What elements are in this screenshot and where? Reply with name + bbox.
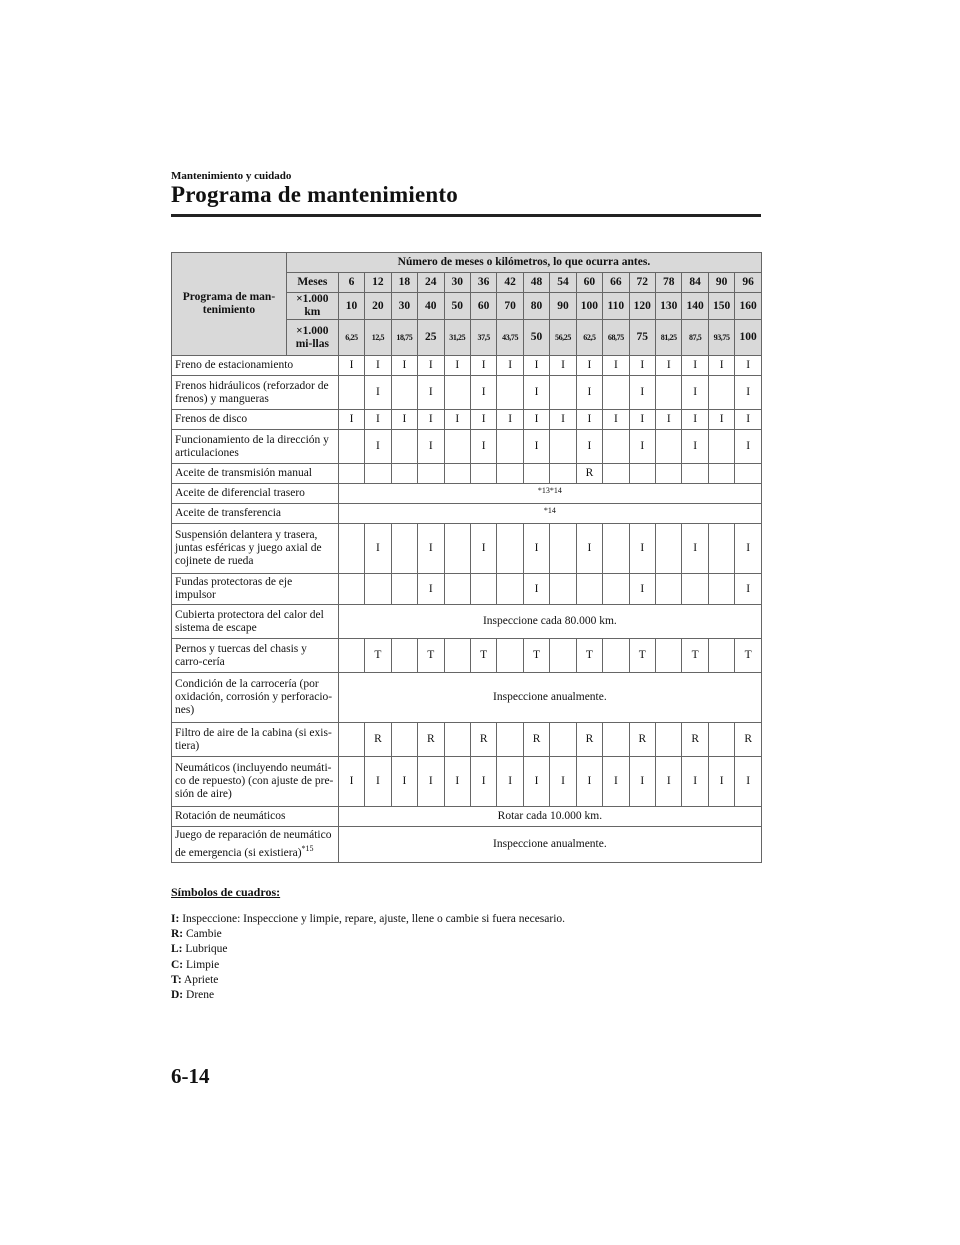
row-item-label	[172, 524, 339, 574]
schedule-cell: I	[656, 757, 682, 807]
months-cell: 48	[523, 273, 549, 293]
schedule-cell: T	[629, 639, 655, 673]
schedule-cell	[470, 574, 496, 605]
schedule-cell	[603, 524, 629, 574]
miles-cell: 87,5	[682, 320, 708, 356]
schedule-cell: T	[523, 639, 549, 673]
schedule-cell: I	[708, 757, 734, 807]
schedule-cell: I	[418, 410, 444, 430]
schedule-cell: I	[629, 410, 655, 430]
schedule-cell: I	[497, 410, 523, 430]
schedule-cell: I	[497, 356, 523, 376]
km-cell: 80	[523, 293, 549, 320]
row-item-label	[172, 356, 339, 376]
schedule-cell: I	[338, 410, 364, 430]
months-cell: 18	[391, 273, 417, 293]
schedule-cell: R	[735, 723, 762, 757]
km-cell: 70	[497, 293, 523, 320]
schedule-cell: I	[708, 356, 734, 376]
km-cell: 60	[470, 293, 496, 320]
legend-item	[171, 912, 565, 927]
row-item-label	[172, 723, 339, 757]
schedule-cell	[629, 464, 655, 484]
legend-text: Limpie	[186, 958, 220, 971]
schedule-cell: I	[444, 410, 470, 430]
schedule-cell	[735, 464, 762, 484]
schedule-cell	[497, 376, 523, 410]
row-item-label	[172, 484, 339, 504]
schedule-cell	[708, 639, 734, 673]
months-cell: 72	[629, 273, 655, 293]
km-cell: 130	[656, 293, 682, 320]
schedule-cell	[391, 574, 417, 605]
row-item-label	[172, 807, 339, 827]
schedule-cell: I	[523, 524, 549, 574]
schedule-cell: I	[576, 410, 602, 430]
miles-cell: 68,75	[603, 320, 629, 356]
schedule-cell	[418, 464, 444, 484]
schedule-cell: I	[603, 757, 629, 807]
span-cell	[338, 484, 761, 504]
table-row	[172, 484, 762, 504]
schedule-cell: R	[418, 723, 444, 757]
legend-item	[171, 942, 565, 957]
schedule-cell	[603, 376, 629, 410]
legend-text: Inspeccione: Inspeccione y limpie, repare, ajuste, llene o cambie si fuera necesario.	[182, 913, 566, 925]
row-item-text: Pernos y tuercas del chasis y carro-cería	[175, 642, 307, 668]
schedule-cell	[550, 574, 576, 605]
schedule-cell	[708, 376, 734, 410]
schedule-cell	[603, 430, 629, 464]
table-row	[172, 757, 762, 807]
schedule-cell: I	[550, 410, 576, 430]
schedule-cell	[603, 464, 629, 484]
schedule-cell: I	[470, 524, 496, 574]
schedule-cell	[656, 376, 682, 410]
schedule-cell	[708, 464, 734, 484]
table-row	[172, 639, 762, 673]
schedule-cell: I	[338, 356, 364, 376]
row-item-text: Aceite de diferencial trasero	[175, 487, 305, 499]
miles-cell: 37,5	[470, 320, 496, 356]
table-row	[172, 464, 762, 484]
row-item-label	[172, 464, 339, 484]
schedule-cell	[444, 723, 470, 757]
schedule-cell: I	[656, 356, 682, 376]
schedule-cell: I	[497, 757, 523, 807]
schedule-cell: I	[735, 524, 762, 574]
schedule-cell	[391, 430, 417, 464]
schedule-cell	[550, 430, 576, 464]
row-item-text: Funcionamiento de la dirección y articulaciones	[175, 433, 329, 459]
km-cell: 160	[735, 293, 762, 320]
schedule-cell	[708, 524, 734, 574]
schedule-cell: I	[629, 356, 655, 376]
schedule-cell	[338, 723, 364, 757]
schedule-cell	[444, 574, 470, 605]
row-item-text: Condición de la carrocería (por oxidación, corrosión y perforacio-nes)	[175, 678, 333, 716]
schedule-cell: I	[603, 410, 629, 430]
miles-cell: 93,75	[708, 320, 734, 356]
schedule-cell: I	[682, 376, 708, 410]
schedule-cell	[550, 376, 576, 410]
schedule-cell: I	[365, 430, 391, 464]
schedule-cell: I	[470, 430, 496, 464]
legend-text: Cambie	[186, 928, 222, 941]
km-cell: 150	[708, 293, 734, 320]
legend-item	[171, 988, 565, 1003]
page-number: 6-14	[171, 1064, 210, 1088]
miles-cell: 56,25	[550, 320, 576, 356]
km-cell: 120	[629, 293, 655, 320]
months-cell: 42	[497, 273, 523, 293]
schedule-cell: I	[391, 410, 417, 430]
schedule-cell	[497, 723, 523, 757]
km-cell: 40	[418, 293, 444, 320]
schedule-cell: T	[576, 639, 602, 673]
schedule-cell: I	[523, 757, 549, 807]
schedule-cell: I	[603, 356, 629, 376]
row-item-text: Aceite de transmisión manual	[175, 467, 313, 479]
schedule-cell: T	[418, 639, 444, 673]
schedule-cell	[656, 723, 682, 757]
schedule-cell: I	[629, 574, 655, 605]
row-item-label	[172, 673, 339, 723]
schedule-cell	[338, 639, 364, 673]
row-item-text: Frenos hidráulicos (reforzador de frenos) y mangueras	[175, 379, 329, 405]
schedule-cell	[497, 430, 523, 464]
schedule-cell	[656, 464, 682, 484]
months-cell: 30	[444, 273, 470, 293]
footnote-ref: *15	[301, 844, 314, 854]
months-cell: 54	[550, 273, 576, 293]
schedule-cell: I	[735, 574, 762, 605]
schedule-cell: I	[523, 574, 549, 605]
schedule-cell	[444, 524, 470, 574]
legend-item	[171, 927, 565, 942]
legend-key: I:	[171, 913, 180, 925]
schedule-cell: R	[470, 723, 496, 757]
span-cell: Inspeccione cada 80.000 km.	[338, 605, 761, 639]
schedule-cell: I	[656, 410, 682, 430]
miles-cell: 50	[523, 320, 549, 356]
table-row	[172, 827, 762, 863]
miles-cell: 12,5	[365, 320, 391, 356]
row-item-text: Suspensión delantera y trasera, juntas esféricas y juego axial de cojinete de rueda	[175, 529, 322, 567]
schedule-cell: I	[550, 356, 576, 376]
schedule-cell: I	[682, 410, 708, 430]
table-row	[172, 376, 762, 410]
legend-key: L:	[171, 943, 183, 956]
schedule-cell: I	[523, 376, 549, 410]
table-row	[172, 356, 762, 376]
footnote-ref: *13*14	[537, 486, 562, 495]
row-item-label	[172, 410, 339, 430]
legend-text: Lubrique	[185, 943, 228, 956]
schedule-cell: I	[576, 757, 602, 807]
schedule-cell	[338, 524, 364, 574]
schedule-cell: I	[444, 757, 470, 807]
schedule-cell: I	[365, 376, 391, 410]
schedule-cell: T	[735, 639, 762, 673]
table-row	[172, 410, 762, 430]
schedule-cell: I	[470, 376, 496, 410]
row-item-label	[172, 574, 339, 605]
schedule-cell: I	[576, 356, 602, 376]
schedule-cell	[497, 524, 523, 574]
months-cell: 24	[418, 273, 444, 293]
miles-cell: 31,25	[444, 320, 470, 356]
miles-cell: 62,5	[576, 320, 602, 356]
schedule-cell: I	[735, 430, 762, 464]
row-item-label	[172, 757, 339, 807]
schedule-cell	[708, 574, 734, 605]
schedule-cell: I	[418, 757, 444, 807]
schedule-cell	[682, 574, 708, 605]
schedule-cell	[497, 574, 523, 605]
miles-cell: 81,25	[656, 320, 682, 356]
legend-item	[171, 958, 565, 973]
miles-cell: 6,25	[338, 320, 364, 356]
months-cell: 96	[735, 273, 762, 293]
schedule-cell: I	[418, 574, 444, 605]
schedule-cell	[656, 574, 682, 605]
schedule-cell: T	[470, 639, 496, 673]
row-item-label	[172, 605, 339, 639]
schedule-cell	[523, 464, 549, 484]
row-item-label	[172, 639, 339, 673]
row-item-text: Aceite de transferencia	[175, 507, 281, 519]
schedule-cell	[391, 639, 417, 673]
span-cell: Inspeccione anualmente.	[338, 827, 761, 863]
months-cell: 78	[656, 273, 682, 293]
schedule-cell: R	[576, 723, 602, 757]
schedule-cell: I	[444, 356, 470, 376]
schedule-cell: I	[576, 376, 602, 410]
legend-text: Apriete	[183, 973, 219, 986]
schedule-cell	[550, 639, 576, 673]
miles-cell: 18,75	[391, 320, 417, 356]
schedule-cell	[338, 574, 364, 605]
schedule-cell	[656, 430, 682, 464]
legend-key: T:	[171, 973, 182, 986]
schedule-cell	[603, 574, 629, 605]
km-cell: 140	[682, 293, 708, 320]
schedule-cell: I	[365, 356, 391, 376]
schedule-cell: I	[629, 376, 655, 410]
top-header: Número de meses o kilómetros, lo que ocurra antes.	[286, 253, 761, 273]
miles-cell: 75	[629, 320, 655, 356]
table-row	[172, 430, 762, 464]
table-row	[172, 723, 762, 757]
schedule-cell: I	[735, 376, 762, 410]
schedule-cell: R	[629, 723, 655, 757]
schedule-cell	[365, 574, 391, 605]
schedule-cell	[550, 464, 576, 484]
schedule-cell: T	[682, 639, 708, 673]
schedule-cell	[391, 723, 417, 757]
legend-key: R:	[171, 928, 184, 941]
schedule-cell	[682, 464, 708, 484]
schedule-cell	[444, 430, 470, 464]
months-cell: 60	[576, 273, 602, 293]
schedule-cell: I	[550, 757, 576, 807]
schedule-cell	[338, 376, 364, 410]
schedule-cell	[391, 464, 417, 484]
schedule-cell: T	[365, 639, 391, 673]
km-cell: 20	[365, 293, 391, 320]
legend-key: C:	[171, 958, 184, 971]
schedule-cell: I	[523, 430, 549, 464]
schedule-cell	[603, 723, 629, 757]
schedule-cell	[656, 639, 682, 673]
row-item-text: Frenos de disco	[175, 413, 248, 425]
months-cell: 6	[338, 273, 364, 293]
schedule-cell: I	[338, 757, 364, 807]
title-rule	[171, 214, 761, 217]
schedule-cell: I	[418, 524, 444, 574]
corner-header: Programa de man-tenimiento	[172, 253, 287, 356]
table-row	[172, 504, 762, 524]
schedule-cell: I	[470, 410, 496, 430]
months-cell: 84	[682, 273, 708, 293]
schedule-cell: I	[735, 757, 762, 807]
row-item-label	[172, 504, 339, 524]
miles-cell: 43,75	[497, 320, 523, 356]
schedule-cell	[365, 464, 391, 484]
legend	[171, 912, 565, 1003]
row-item-text: Rotación de neumáticos	[175, 810, 286, 822]
schedule-cell	[656, 524, 682, 574]
legend-title: Símbolos de cuadros:	[171, 885, 281, 899]
km-label: ×1.000 km	[286, 293, 338, 320]
schedule-cell	[576, 574, 602, 605]
miles-cell: 25	[418, 320, 444, 356]
schedule-cell	[497, 464, 523, 484]
schedule-cell: R	[365, 723, 391, 757]
schedule-cell: I	[629, 430, 655, 464]
row-item-label	[172, 376, 339, 410]
schedule-cell: I	[418, 430, 444, 464]
legend-item	[171, 973, 565, 988]
row-item-text: Filtro de aire de la cabina (si exis-tiera)	[175, 726, 332, 752]
schedule-cell: I	[523, 410, 549, 430]
schedule-cell: R	[682, 723, 708, 757]
schedule-cell	[338, 430, 364, 464]
months-label: Meses	[286, 273, 338, 293]
schedule-cell	[603, 639, 629, 673]
schedule-cell: I	[391, 356, 417, 376]
span-cell: Rotar cada 10.000 km.	[338, 807, 761, 827]
table-row	[172, 807, 762, 827]
schedule-cell	[444, 376, 470, 410]
miles-label: ×1.000 mi-llas	[286, 320, 338, 356]
schedule-cell: I	[735, 356, 762, 376]
schedule-cell	[497, 639, 523, 673]
months-cell: 90	[708, 273, 734, 293]
schedule-cell	[444, 464, 470, 484]
legend-text: Drene	[186, 989, 215, 1002]
schedule-cell	[550, 524, 576, 574]
schedule-cell	[708, 430, 734, 464]
schedule-cell: I	[418, 376, 444, 410]
schedule-cell: I	[365, 410, 391, 430]
schedule-cell: R	[576, 464, 602, 484]
schedule-cell: I	[418, 356, 444, 376]
table-row	[172, 673, 762, 723]
schedule-cell: I	[391, 757, 417, 807]
schedule-cell	[338, 464, 364, 484]
schedule-cell: I	[735, 410, 762, 430]
km-cell: 90	[550, 293, 576, 320]
km-cell: 100	[576, 293, 602, 320]
row-item-text: Neumáticos (incluyendo neumáti-co de repuesto) (con ajuste de pre-sión de aire)	[175, 762, 334, 800]
schedule-cell: I	[470, 356, 496, 376]
schedule-cell: I	[629, 757, 655, 807]
schedule-cell: I	[365, 757, 391, 807]
km-cell: 30	[391, 293, 417, 320]
schedule-cell: I	[708, 410, 734, 430]
months-cell: 66	[603, 273, 629, 293]
table-row	[172, 574, 762, 605]
row-item-label	[172, 827, 339, 863]
row-item-text: Cubierta protectora del calor del sistema de escape	[175, 608, 324, 634]
schedule-cell	[550, 723, 576, 757]
schedule-cell	[470, 464, 496, 484]
schedule-cell: I	[576, 524, 602, 574]
months-cell: 36	[470, 273, 496, 293]
km-cell: 50	[444, 293, 470, 320]
schedule-cell	[708, 723, 734, 757]
months-cell: 12	[365, 273, 391, 293]
footnote-ref: *14	[543, 506, 556, 515]
row-item-label	[172, 430, 339, 464]
page-title: Programa de mantenimiento	[171, 182, 458, 207]
miles-cell: 100	[735, 320, 762, 356]
row-item-text: Juego de reparación de neumático de emergencia (si existiera)	[175, 829, 332, 859]
schedule-cell: I	[682, 430, 708, 464]
table-row	[172, 524, 762, 574]
span-cell	[338, 504, 761, 524]
schedule-cell: I	[523, 356, 549, 376]
row-item-text: Fundas protectoras de eje impulsor	[175, 576, 293, 601]
schedule-cell	[444, 639, 470, 673]
section-label: Mantenimiento y cuidado	[171, 170, 292, 182]
schedule-cell: I	[470, 757, 496, 807]
km-cell: 110	[603, 293, 629, 320]
schedule-cell: I	[682, 356, 708, 376]
legend-key: D:	[171, 989, 184, 1002]
row-item-text: Freno de estacionamiento	[175, 359, 294, 371]
span-cell: Inspeccione anualmente.	[338, 673, 761, 723]
table-row	[172, 605, 762, 639]
schedule-cell: I	[682, 757, 708, 807]
schedule-cell	[391, 376, 417, 410]
schedule-cell: I	[576, 430, 602, 464]
schedule-cell: I	[682, 524, 708, 574]
schedule-cell	[391, 524, 417, 574]
schedule-cell: I	[365, 524, 391, 574]
schedule-cell: R	[523, 723, 549, 757]
km-cell: 10	[338, 293, 364, 320]
schedule-cell: I	[629, 524, 655, 574]
maintenance-schedule-table	[171, 252, 762, 863]
